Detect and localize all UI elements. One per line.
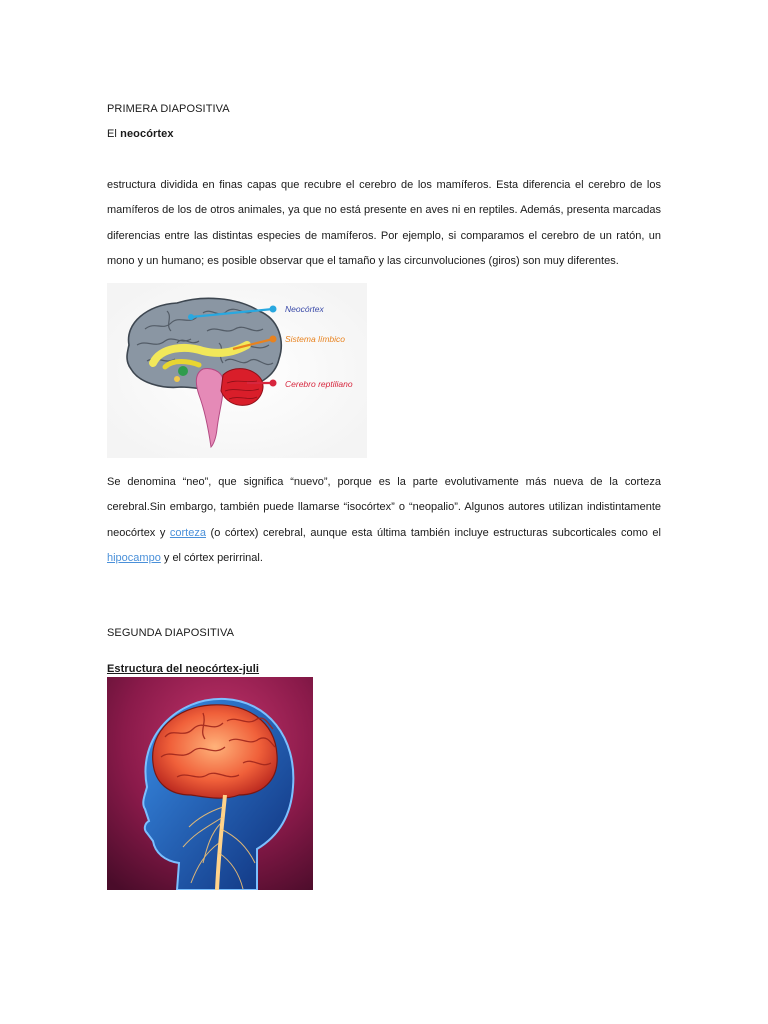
slide2-heading: SEGUNDA DIAPOSITIVA <box>107 627 235 639</box>
slide1-paragraph-2-part-c: y el córtex perirrinal. <box>160 551 263 564</box>
slide1-paragraph-1 <box>107 173 661 274</box>
slide1-paragraph-1-text: estructura dividida en finas capas que recubre el cerebro de los mamíferos. Esta diferencia el cerebro de los mamíferos de los de otros animales, ya que no está presente en aves ni en reptiles. Además, presenta marcadas diferencias entre las distintas especies de mamíferos. Por ejemplo, si comparamos el cerebro de un ratón, un mono y un humano; es posible observar que el tamaño y las circunvoluciones (giros) son muy diferentes. <box>107 179 661 267</box>
hipocampo-link[interactable]: hipocampo <box>107 551 161 564</box>
limbic-label: Sistema límbico <box>285 334 345 344</box>
slide1-title <box>107 128 174 140</box>
neocortex-label: Neocórtex <box>285 304 324 314</box>
corteza-link[interactable]: corteza <box>169 526 206 539</box>
slide1-title-bold: neocórtex <box>120 128 174 140</box>
head-brain-svg <box>107 677 313 890</box>
slide1-title-prefix: El <box>107 128 121 140</box>
slide1-heading: PRIMERA DIAPOSITIVA <box>107 103 230 115</box>
slide1-paragraph-2 <box>107 470 661 571</box>
cerebellum-shape <box>221 369 263 406</box>
slide1-paragraph-2-part-b: (o córtex) cerebral, aunque esta última también incluye estructuras subcorticales como el <box>205 526 661 539</box>
slide2-title: Estructura del neocórtex-juli <box>107 663 260 675</box>
slide1-paragraph-2-part-a: Se denomina “neo”, que significa “nuevo”, porque es la parte evolutivamente más nueva de la corteza cerebral.Sin embargo, también puede llamarse “isocórtex” o “neopalio”. Algunos autores utilizan indistintamente neocórtex y <box>107 476 661 539</box>
reptilian-label: Cerebro reptiliano <box>285 379 353 389</box>
limbic-node-green <box>178 366 188 376</box>
brain-diagram-figure <box>107 283 367 458</box>
head-brain-illustration <box>107 677 313 890</box>
brain-diagram-svg <box>107 283 367 458</box>
